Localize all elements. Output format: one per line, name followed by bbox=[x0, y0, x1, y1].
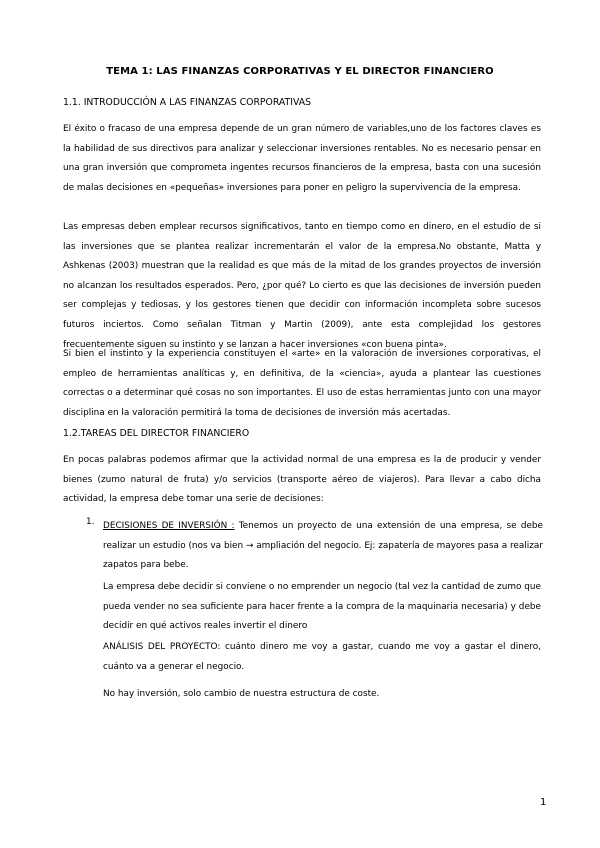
list-number: 1. bbox=[86, 517, 95, 527]
section-heading-1-1: 1.1. INTRODUCCIÓN A LAS FINANZAS CORPORATIVAS bbox=[63, 97, 311, 108]
paragraph-project-analysis: ANÁLISIS DEL PROYECTO: cuánto dinero me voy a gastar, cuando me voy a gastar el dinero, cuánto va a generar el negocio. bbox=[103, 642, 541, 672]
list-item-colon: : bbox=[227, 521, 235, 531]
paragraph-intro-2: Las empresas deben emplear recursos significativos, tanto en tiempo como en dinero, en el estudio de si las inversiones que se plantea realizar incrementarán el valor de la empresa.No obstante, Matta y Ashkenas (2003) muestran que la realidad es que más de la mitad de los grandes proyectos de inversión no alcanzan los resultados esperados. Pero, ¿por qué? Lo cierto es que las decisiones de inversión pueden ser complejas y tediosas, y los gestores tienen que decidir con información incompleta sobre sucesos futuros inciertos. Como señalan Titman y Martin (2009), ante esta complejidad los gestores frecuentemente siguen su instinto y se lanzan a hacer inversiones «con buena pinta». bbox=[63, 222, 541, 350]
paragraph-decision-detail: La empresa debe decidir si conviene o no emprender un negocio (tal vez la cantidad de zumo que pueda vender no sea suficiente para hacer frente a la compra de la maquinaria necesaria) y debe decidir en qué activos reales invertir el dinero bbox=[103, 582, 541, 632]
paragraph-tasks: En pocas palabras podemos afirmar que la actividad normal de una empresa es la de producir y vender bienes (zumo natural de fruta) y/o servicios (transporte aéreo de viajeros). Para llevar a cabo dicha actividad, la empresa debe tomar una serie de decisiones: bbox=[63, 455, 541, 505]
document-title: TEMA 1: LAS FINANZAS CORPORATIVAS Y EL DIRECTOR FINANCIERO bbox=[106, 66, 494, 77]
page-number: 1 bbox=[540, 797, 547, 808]
list-item-body bbox=[103, 517, 543, 576]
section-heading-1-2: 1.2.TAREAS DEL DIRECTOR FINANCIERO bbox=[63, 428, 250, 439]
list-item-text: Tenemos un proyecto de una extensión de una empresa, se debe realizar un estudio (nos va bien → ampliación del negocio. Ej: zapatería de mayores pasa a realizar zapatos para bebe. bbox=[103, 521, 544, 571]
paragraph-no-investment: No hay inversión, solo cambio de nuestra estructura de coste. bbox=[103, 689, 380, 699]
list-item-label: DECISIONES DE INVERSIÓN bbox=[103, 521, 228, 531]
paragraph-intro-1: El éxito o fracaso de una empresa depende de un gran número de variables,uno de los factores claves es la habilidad de sus directivos para analizar y seleccionar inversiones rentables. No es necesario pensar en una gran inversión que comprometa ingentes recursos financieros de la empresa, basta con una sucesión de malas decisiones en «pequeñas» inversiones para poner en peligro la supervivencia de la empresa. bbox=[63, 124, 541, 193]
paragraph-intro-3: Si bien el instinto y la experiencia constituyen el «arte» en la valoración de inversiones corporativas, el empleo de herramientas analíticas y, en definitiva, de la «ciencia», ayuda a plantear las cuestiones correctas o a determinar qué cosas no son importantes. El uso de estas herramientas junto con una mayor disciplina en la valoración permitirá la toma de decisiones de inversión más acertadas. bbox=[63, 349, 541, 418]
